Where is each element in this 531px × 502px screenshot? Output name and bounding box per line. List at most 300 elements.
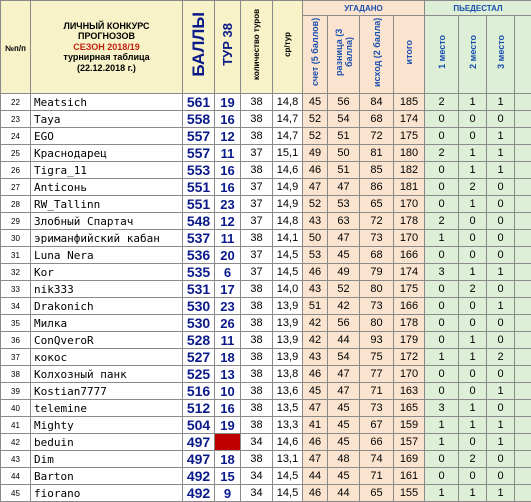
exact-score-count: 51: [303, 298, 328, 315]
col-third-header: [487, 16, 515, 94]
goal-diff-count: 56: [328, 315, 360, 332]
first-place-count: 0: [425, 315, 459, 332]
goal-diff-count: 42: [328, 298, 360, 315]
tour-points: 9: [215, 485, 241, 502]
header-spacer: [515, 16, 531, 94]
first-place-count: 0: [425, 383, 459, 400]
tour-points: 16: [215, 179, 241, 196]
season-label: СЕЗОН 2018/19: [31, 42, 182, 52]
group-podium: [425, 1, 531, 16]
player-name: Luna Nera: [31, 247, 183, 264]
group-guessed: [303, 1, 425, 16]
goal-diff-count: 51: [328, 162, 360, 179]
tours-count: 38: [241, 111, 273, 128]
row-number: 33: [1, 281, 31, 298]
third-place-count: 1: [487, 485, 515, 502]
row-spacer: [515, 247, 531, 264]
exact-score-count: 43: [303, 281, 328, 298]
exact-score-count: 42: [303, 332, 328, 349]
exact-score-count: 52: [303, 128, 328, 145]
row-number: 42: [1, 434, 31, 451]
points: 492: [183, 468, 215, 485]
tours-count: 38: [241, 383, 273, 400]
avg-per-tour: 14,5: [273, 264, 303, 281]
row-spacer: [515, 332, 531, 349]
row-number: 32: [1, 264, 31, 281]
exact-score-count: 43: [303, 213, 328, 230]
row-number: 45: [1, 485, 31, 502]
tour-points: 15: [215, 468, 241, 485]
row-spacer: [515, 94, 531, 111]
tours-count: 37: [241, 264, 273, 281]
row-spacer: [515, 366, 531, 383]
guessed-total: 157: [394, 434, 425, 451]
player-name: Kor: [31, 264, 183, 281]
tour-points: 16: [215, 111, 241, 128]
exact-score-count: 50: [303, 230, 328, 247]
row-number: 40: [1, 400, 31, 417]
row-number: 35: [1, 315, 31, 332]
second-place-count: 2: [459, 451, 487, 468]
avg-per-tour: 13,9: [273, 315, 303, 332]
guessed-total: 185: [394, 94, 425, 111]
row-number: 44: [1, 468, 31, 485]
col-avg-label: ср/тур: [283, 32, 292, 57]
col-outcome-header: [360, 16, 394, 94]
first-place-count: 0: [425, 451, 459, 468]
goal-diff-count: 48: [328, 451, 360, 468]
row-number: 36: [1, 332, 31, 349]
table-date: (22.12.2018 г.): [31, 63, 182, 73]
outcome-count: 75: [360, 349, 394, 366]
guessed-total: 163: [394, 383, 425, 400]
points: 557: [183, 145, 215, 162]
first-place-count: 1: [425, 485, 459, 502]
points: 504: [183, 417, 215, 434]
third-place-count: 0: [487, 332, 515, 349]
row-number: 26: [1, 162, 31, 179]
exact-score-count: 52: [303, 196, 328, 213]
avg-per-tour: 14,5: [273, 247, 303, 264]
outcome-count: 84: [360, 94, 394, 111]
points: 531: [183, 281, 215, 298]
avg-per-tour: 13,5: [273, 400, 303, 417]
third-place-count: 1: [487, 94, 515, 111]
first-place-count: 2: [425, 213, 459, 230]
standings-body: [1, 94, 531, 502]
third-place-count: 0: [487, 468, 515, 485]
col-third-label: 3 место: [496, 35, 506, 69]
col-second-header: [459, 16, 487, 94]
second-place-count: 0: [459, 366, 487, 383]
row-spacer: [515, 434, 531, 451]
exact-score-count: 47: [303, 451, 328, 468]
outcome-count: 72: [360, 213, 394, 230]
tour-points: 17: [215, 281, 241, 298]
goal-diff-count: 47: [328, 230, 360, 247]
row-spacer: [515, 485, 531, 502]
second-place-count: 0: [459, 213, 487, 230]
player-name: Drakonich: [31, 298, 183, 315]
col-tours-count-label: количество туров: [252, 7, 261, 82]
avg-per-tour: 13,3: [273, 417, 303, 434]
row-spacer: [515, 145, 531, 162]
first-place-count: 0: [425, 281, 459, 298]
tour-points: 12: [215, 128, 241, 145]
row-number: 28: [1, 196, 31, 213]
row-spacer: [515, 196, 531, 213]
player-name: ConQveroR: [31, 332, 183, 349]
outcome-count: 93: [360, 332, 394, 349]
avg-per-tour: 14,5: [273, 468, 303, 485]
col-tour-label: ТУР 38: [220, 23, 235, 66]
avg-per-tour: 14,6: [273, 162, 303, 179]
player-name: beduin: [31, 434, 183, 451]
guessed-total: 169: [394, 451, 425, 468]
third-place-count: 0: [487, 451, 515, 468]
outcome-count: 73: [360, 400, 394, 417]
tour-points: 23: [215, 196, 241, 213]
third-place-count: 1: [487, 162, 515, 179]
outcome-count: 68: [360, 247, 394, 264]
tours-count: 37: [241, 213, 273, 230]
player-name: Краснодарец: [31, 145, 183, 162]
avg-per-tour: 13,9: [273, 332, 303, 349]
avg-per-tour: 14,9: [273, 196, 303, 213]
points: 551: [183, 196, 215, 213]
third-place-count: 1: [487, 417, 515, 434]
guessed-total: 175: [394, 128, 425, 145]
table-row: [1, 196, 531, 213]
player-name: fiorano: [31, 485, 183, 502]
outcome-count: 73: [360, 298, 394, 315]
avg-per-tour: 14,7: [273, 128, 303, 145]
points: 548: [183, 213, 215, 230]
outcome-count: 77: [360, 366, 394, 383]
third-place-count: 0: [487, 247, 515, 264]
tour-points: 6: [215, 264, 241, 281]
table-row: [1, 315, 531, 332]
outcome-count: 79: [360, 264, 394, 281]
exact-score-count: 52: [303, 111, 328, 128]
avg-per-tour: 14,1: [273, 230, 303, 247]
col-diff-header: [328, 16, 360, 94]
outcome-count: 71: [360, 383, 394, 400]
table-row: [1, 468, 531, 485]
points: 528: [183, 332, 215, 349]
first-place-count: 0: [425, 298, 459, 315]
avg-per-tour: 14,6: [273, 434, 303, 451]
second-place-count: 0: [459, 247, 487, 264]
exact-score-count: 44: [303, 468, 328, 485]
avg-per-tour: 13,9: [273, 349, 303, 366]
guessed-total: 180: [394, 145, 425, 162]
first-place-count: 0: [425, 111, 459, 128]
second-place-count: 1: [459, 417, 487, 434]
tours-count: 38: [241, 315, 273, 332]
exact-score-count: 53: [303, 247, 328, 264]
first-place-count: 1: [425, 434, 459, 451]
row-number: 38: [1, 366, 31, 383]
avg-per-tour: 13,8: [273, 366, 303, 383]
tours-count: 38: [241, 417, 273, 434]
exact-score-count: 46: [303, 434, 328, 451]
outcome-count: 86: [360, 179, 394, 196]
outcome-count: 80: [360, 281, 394, 298]
exact-score-count: 41: [303, 417, 328, 434]
avg-per-tour: 14,8: [273, 213, 303, 230]
tours-count: 38: [241, 230, 273, 247]
points: 497: [183, 451, 215, 468]
tours-count: 34: [241, 468, 273, 485]
col-score-label: счет (5 баллов): [310, 17, 320, 87]
col-tours-count-header: [241, 1, 273, 94]
tours-count: 38: [241, 298, 273, 315]
player-name: Kostian7777: [31, 383, 183, 400]
exact-score-count: 46: [303, 162, 328, 179]
player-name: Meatsich: [31, 94, 183, 111]
exact-score-count: 46: [303, 485, 328, 502]
row-spacer: [515, 468, 531, 485]
outcome-count: 65: [360, 196, 394, 213]
guessed-total: 159: [394, 417, 425, 434]
first-place-count: 0: [425, 468, 459, 485]
player-name: Anticoнь: [31, 179, 183, 196]
col-avg-header: [273, 1, 303, 94]
guessed-total: 155: [394, 485, 425, 502]
avg-per-tour: 14,7: [273, 111, 303, 128]
row-number: 29: [1, 213, 31, 230]
second-place-count: 0: [459, 383, 487, 400]
goal-diff-count: 47: [328, 383, 360, 400]
avg-per-tour: 14,5: [273, 485, 303, 502]
guessed-total: 179: [394, 332, 425, 349]
third-place-count: 1: [487, 145, 515, 162]
outcome-count: 85: [360, 162, 394, 179]
player-name: Колхозный панк: [31, 366, 183, 383]
row-spacer: [515, 349, 531, 366]
tour-points: 11: [215, 230, 241, 247]
points: 527: [183, 349, 215, 366]
goal-diff-count: 51: [328, 128, 360, 145]
exact-score-count: 47: [303, 179, 328, 196]
second-place-count: 1: [459, 332, 487, 349]
row-number: 30: [1, 230, 31, 247]
second-place-count: 1: [459, 485, 487, 502]
tour-points: [215, 434, 241, 451]
second-place-count: 1: [459, 94, 487, 111]
third-place-count: 0: [487, 400, 515, 417]
tour-points: 19: [215, 94, 241, 111]
row-spacer: [515, 179, 531, 196]
tour-points: 20: [215, 247, 241, 264]
third-place-count: 0: [487, 366, 515, 383]
guessed-total: 170: [394, 366, 425, 383]
table-row: [1, 230, 531, 247]
third-place-count: 0: [487, 281, 515, 298]
avg-per-tour: 14,8: [273, 94, 303, 111]
player-name: nik333: [31, 281, 183, 298]
second-place-count: 1: [459, 400, 487, 417]
table-row: [1, 332, 531, 349]
guessed-total: 178: [394, 315, 425, 332]
second-place-count: 2: [459, 281, 487, 298]
row-number: 37: [1, 349, 31, 366]
col-diff-label: разница (3 балла): [334, 17, 354, 87]
second-place-count: 0: [459, 315, 487, 332]
first-place-count: 0: [425, 366, 459, 383]
goal-diff-count: 54: [328, 111, 360, 128]
guessed-total: 174: [394, 111, 425, 128]
tour-points: 18: [215, 451, 241, 468]
col-first-label: 1 место: [437, 35, 447, 69]
table-row: [1, 298, 531, 315]
goal-diff-count: 45: [328, 400, 360, 417]
tour-points: 16: [215, 400, 241, 417]
exact-score-count: 45: [303, 94, 328, 111]
outcome-count: 65: [360, 485, 394, 502]
tour-points: 18: [215, 349, 241, 366]
exact-score-count: 47: [303, 400, 328, 417]
outcome-count: 72: [360, 128, 394, 145]
second-place-count: 1: [459, 349, 487, 366]
first-place-count: 2: [425, 94, 459, 111]
col-total-label: итого: [404, 40, 414, 64]
row-number: 34: [1, 298, 31, 315]
goal-diff-count: 53: [328, 196, 360, 213]
goal-diff-count: 52: [328, 281, 360, 298]
table-row: [1, 400, 531, 417]
avg-per-tour: 13,1: [273, 451, 303, 468]
points: 561: [183, 94, 215, 111]
table-row: [1, 94, 531, 111]
guessed-total: 175: [394, 281, 425, 298]
table-row: [1, 179, 531, 196]
row-spacer: [515, 281, 531, 298]
player-name: Taya: [31, 111, 183, 128]
goal-diff-count: 45: [328, 247, 360, 264]
tours-count: 38: [241, 332, 273, 349]
goal-diff-count: 45: [328, 434, 360, 451]
row-number: 25: [1, 145, 31, 162]
third-place-count: 1: [487, 264, 515, 281]
second-place-count: 0: [459, 298, 487, 315]
table-row: [1, 366, 531, 383]
third-place-count: 0: [487, 315, 515, 332]
third-place-count: 1: [487, 298, 515, 315]
row-spacer: [515, 315, 531, 332]
points: 557: [183, 128, 215, 145]
exact-score-count: 49: [303, 145, 328, 162]
guessed-total: 181: [394, 179, 425, 196]
guessed-total: 170: [394, 196, 425, 213]
points: 530: [183, 298, 215, 315]
guessed-total: 172: [394, 349, 425, 366]
row-spacer: [515, 264, 531, 281]
row-spacer: [515, 111, 531, 128]
table-row: [1, 451, 531, 468]
goal-diff-count: 50: [328, 145, 360, 162]
player-name: RW_Tallinn: [31, 196, 183, 213]
third-place-count: 0: [487, 196, 515, 213]
tours-count: 37: [241, 179, 273, 196]
second-place-count: 0: [459, 230, 487, 247]
points: 553: [183, 162, 215, 179]
title-line1: ЛИЧНЫЙ КОНКУРС: [31, 21, 182, 31]
points: 536: [183, 247, 215, 264]
second-place-count: 2: [459, 179, 487, 196]
title-line2: ПРОГНОЗОВ: [31, 31, 182, 41]
col-score-header: [303, 16, 328, 94]
row-spacer: [515, 400, 531, 417]
exact-score-count: 42: [303, 315, 328, 332]
table-row: [1, 128, 531, 145]
outcome-count: 68: [360, 111, 394, 128]
row-spacer: [515, 213, 531, 230]
avg-per-tour: 14,0: [273, 281, 303, 298]
first-place-count: 1: [425, 417, 459, 434]
second-place-count: 1: [459, 162, 487, 179]
third-place-count: 1: [487, 128, 515, 145]
first-place-count: 3: [425, 264, 459, 281]
goal-diff-count: 44: [328, 485, 360, 502]
exact-score-count: 45: [303, 383, 328, 400]
table-row: [1, 485, 531, 502]
points: 537: [183, 230, 215, 247]
tour-points: 16: [215, 162, 241, 179]
goal-diff-count: 47: [328, 366, 360, 383]
player-name: Mighty: [31, 417, 183, 434]
row-spacer: [515, 451, 531, 468]
row-spacer: [515, 128, 531, 145]
table-row: [1, 281, 531, 298]
title-block: [31, 1, 183, 94]
first-place-count: 0: [425, 162, 459, 179]
first-place-count: 1: [425, 230, 459, 247]
points: 551: [183, 179, 215, 196]
player-name: Tigra_11: [31, 162, 183, 179]
outcome-count: 80: [360, 315, 394, 332]
goal-diff-count: 47: [328, 179, 360, 196]
first-place-count: 0: [425, 332, 459, 349]
player-name: эриманфийский кабан: [31, 230, 183, 247]
row-number: 23: [1, 111, 31, 128]
goal-diff-count: 63: [328, 213, 360, 230]
avg-per-tour: 13,9: [273, 298, 303, 315]
col-total-header: [394, 16, 425, 94]
tours-count: 38: [241, 400, 273, 417]
player-name: EGO: [31, 128, 183, 145]
player-name: telemine: [31, 400, 183, 417]
outcome-count: 81: [360, 145, 394, 162]
goal-diff-count: 54: [328, 349, 360, 366]
tours-count: 37: [241, 196, 273, 213]
outcome-count: 66: [360, 434, 394, 451]
guessed-total: 178: [394, 213, 425, 230]
guessed-total: 166: [394, 298, 425, 315]
outcome-count: 74: [360, 451, 394, 468]
exact-score-count: 46: [303, 366, 328, 383]
table-row: [1, 111, 531, 128]
tour-points: 26: [215, 315, 241, 332]
tour-points: 11: [215, 332, 241, 349]
row-spacer: [515, 298, 531, 315]
guessed-total: 170: [394, 230, 425, 247]
tours-count: 38: [241, 451, 273, 468]
third-place-count: 2: [487, 349, 515, 366]
outcome-count: 67: [360, 417, 394, 434]
table-row: [1, 417, 531, 434]
